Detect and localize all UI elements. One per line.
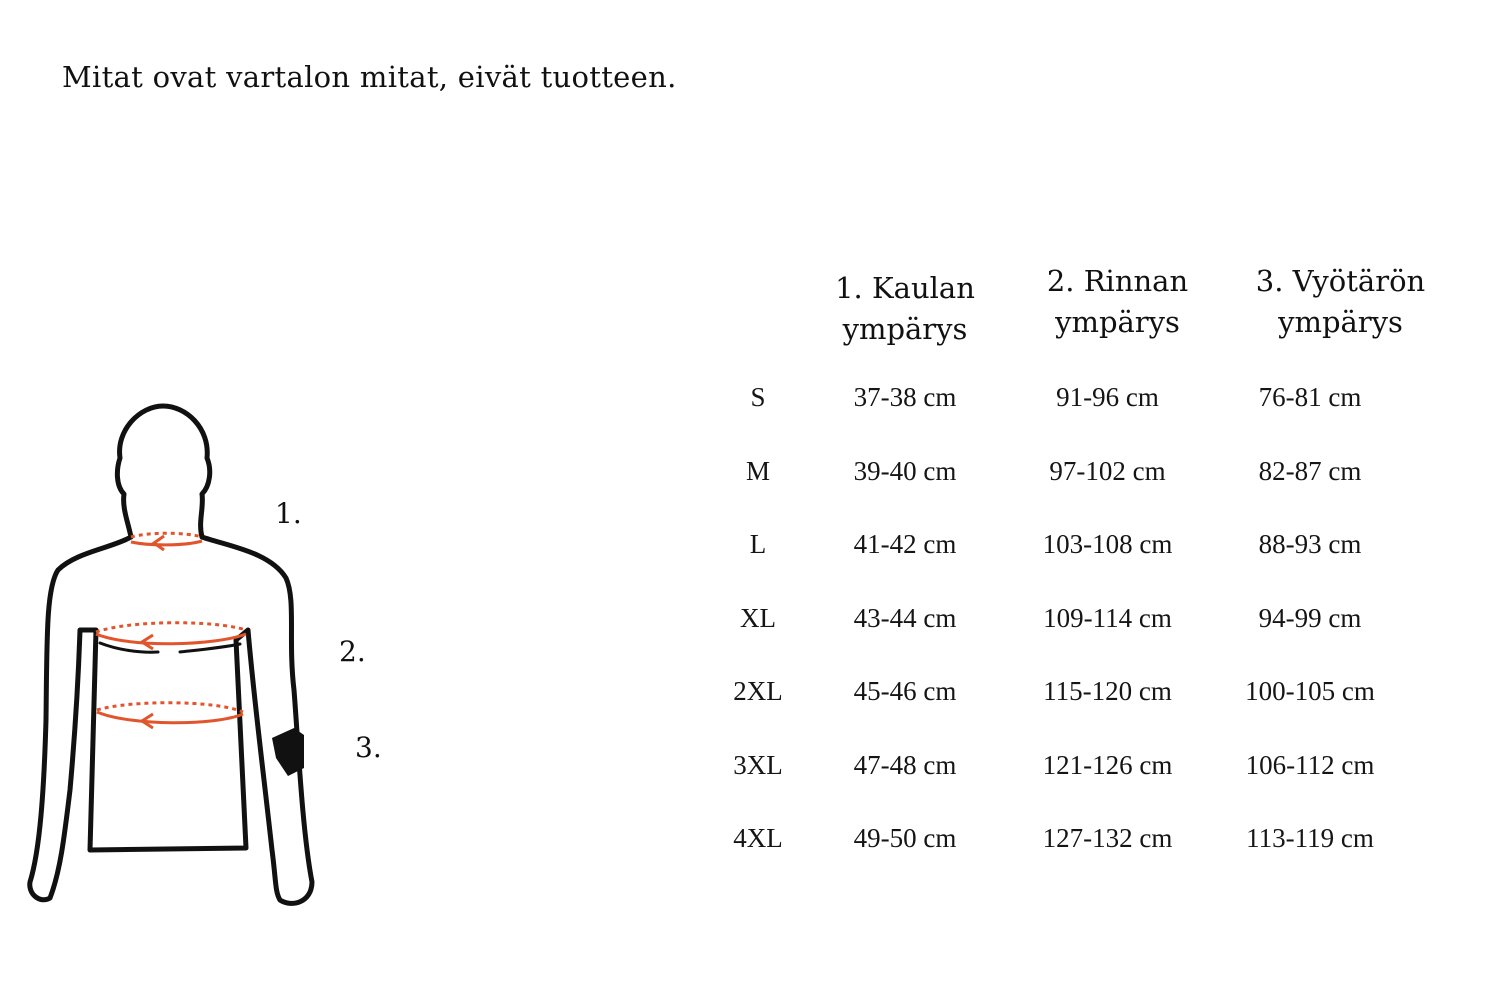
chest-value: 109-114 cm	[1043, 603, 1172, 633]
waist-value: 82-87 cm	[1258, 456, 1362, 486]
waist-value: 88-93 cm	[1258, 529, 1362, 559]
chest-value: 121-126 cm	[1042, 750, 1173, 780]
neck-value: 39-40 cm	[853, 456, 957, 486]
header-neck: 1. Kaulan ympärys	[835, 271, 975, 346]
chest-value: 127-132 cm	[1042, 823, 1173, 853]
size-label: XL	[740, 603, 776, 633]
head-outline	[117, 406, 209, 537]
neck-measure-line	[131, 533, 202, 537]
header-waist: 3. Vyötärön ympärys	[1255, 264, 1426, 339]
size-label: 2XL	[733, 676, 783, 706]
neck-value: 43-44 cm	[853, 603, 957, 633]
neck-value: 47-48 cm	[853, 750, 957, 780]
intro-text: Mitat ovat vartalon mitat, eivät tuotteen.	[62, 60, 677, 94]
size-label: L	[749, 529, 767, 559]
waist-value: 106-112 cm	[1245, 750, 1375, 780]
size-label: 3XL	[733, 750, 783, 780]
chest-value: 115-120 cm	[1043, 676, 1172, 706]
neck-value: 37-38 cm	[853, 382, 957, 412]
chest-value: 103-108 cm	[1042, 529, 1173, 559]
chest-measure-line	[96, 623, 246, 632]
marker-waist: 3.	[355, 731, 382, 764]
neck-value: 45-46 cm	[853, 676, 957, 706]
waist-value: 94-99 cm	[1258, 603, 1362, 633]
size-label: M	[745, 456, 770, 486]
neck-value: 49-50 cm	[853, 823, 957, 853]
neck-value: 41-42 cm	[853, 529, 957, 559]
header-chest: 2. Rinnan ympärys	[1046, 264, 1189, 339]
waist-value: 113-119 cm	[1246, 823, 1374, 853]
waist-measure-line	[97, 703, 243, 712]
size-label: 4XL	[733, 823, 783, 853]
size-label: S	[750, 382, 766, 412]
chest-value: 91-96 cm	[1056, 382, 1159, 412]
torso-outline	[30, 537, 312, 903]
chest-line-right	[180, 644, 240, 652]
marker-chest: 2.	[339, 635, 366, 668]
chest-value: 97-102 cm	[1049, 456, 1166, 486]
marker-neck: 1.	[275, 497, 302, 530]
sleeve-patch-icon	[272, 728, 304, 776]
waist-value: 100-105 cm	[1245, 676, 1375, 706]
waist-value: 76-81 cm	[1258, 382, 1362, 412]
